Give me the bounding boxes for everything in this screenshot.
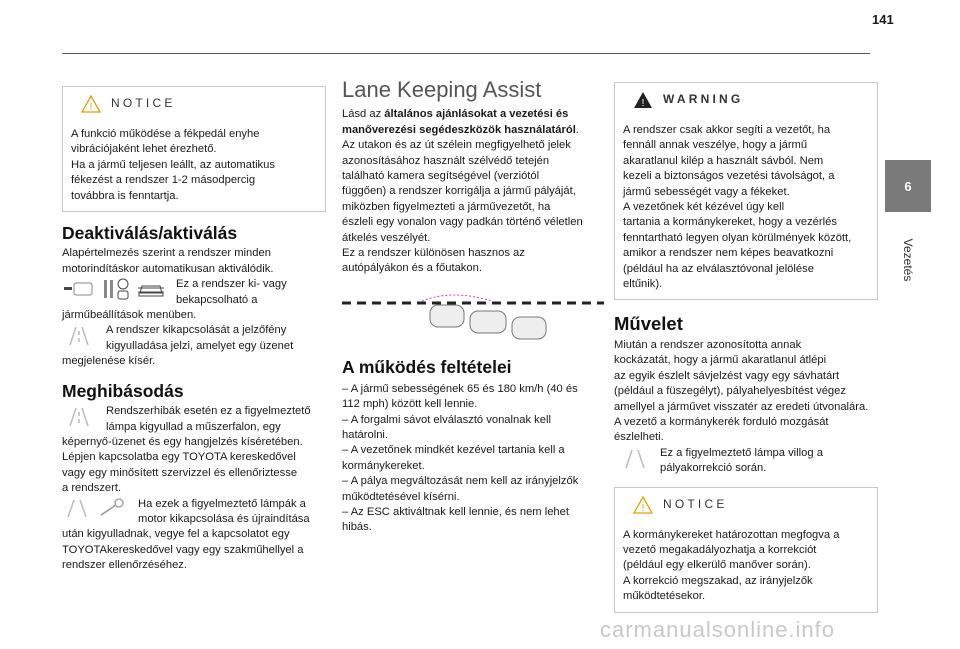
notice-header [81,91,317,117]
deactivation-title: Deaktiválás/aktiválás [62,223,238,244]
intro-line: függően) a rendszer korrigálja a jármű pályáját, [342,185,576,198]
header-rule [62,53,870,54]
hiba-icon-line: Rendszerhibák esetén ez a figyelmeztető [106,405,311,418]
notice-line: továbbra is fenntartja. [71,189,179,202]
intro-lead: Lásd az [342,108,385,121]
condition-line: hibás. [342,521,372,534]
conditions-title: A működés feltételei [342,357,512,378]
lane-warning-lamp-icon [62,323,96,347]
hiba-icon-row-2 [62,497,326,528]
warning-line: kezeli a biztonságos vezetési távolságot, a [623,170,835,183]
svg-text:!: ! [89,102,93,113]
hiba-line: vagy egy minősített szervizzel és ellenőriztesse [62,466,298,479]
condition-line: határolni. [342,428,389,441]
notice2-line: A korrekció megszakad, az irányjelzők [623,574,813,587]
warning-triangle-icon [633,91,653,109]
chapter-label-text: Vezetés [901,238,915,282]
notice2-line: (például egy elkerülő manőver során). [623,559,811,572]
svg-text:!: ! [641,502,645,514]
op-line: amellyel a járművet visszatér az eredeti útvonalára. [614,400,869,413]
fault-icons [62,497,132,519]
warning-triangle-icon [633,496,653,514]
column-1 [62,86,326,574]
condition-line: – A jármű sebességének 65 és 180 km/h (40 és [342,382,578,395]
deakt-icon-row-2 [62,323,326,354]
warning-header [633,87,869,113]
hiba-line: a rendszert. [62,482,122,495]
warning-line: eltűnik). [623,278,663,291]
intro-line: miközben figyelmezteti a járművezetőt, ha [342,200,551,213]
op-line: kockázatát, hogy a jármű akaratlanul átlépi [614,354,827,367]
watermark: carmanualsonline.info [600,617,836,642]
notice-line: Ha a jármű teljesen leállt, az automatikus [71,158,275,171]
intro-line: átkelés veszélyét. [342,231,431,244]
op-line: az egyik észlelt sávjelzést vagy egy sávhatárt [614,369,840,382]
warning-triangle-icon [81,95,101,113]
controls-icon [100,277,130,301]
deakt-icon2-text [106,323,293,354]
condition-line: – A forgalmi sávot elválasztó vonalnak kell [342,413,551,426]
hiba-line2: rendszer ellenőrzéséhez. [62,559,187,572]
op-icon-line: pályakorrekció során. [660,462,767,475]
notice-line: fékezést a rendszer 1-2 másodpercig [71,174,256,187]
condition-line: – A vezetőnek mindkét kezével tartania kell a [342,444,565,457]
condition-line: működtetésével kísérni. [342,490,460,503]
hiba-icon-line: lámpa kigyullad a műszerfalon, egy [106,420,281,433]
op-line: A vezető a kormánykerék forduló mozgását [614,415,829,428]
lane-lamp-icon [62,497,92,519]
notice2-line: vezető megakadályozhatja a korrekciót [623,543,817,556]
column-3 [614,82,878,613]
deakt-icon-row [62,277,326,308]
notice-header-2 [633,492,869,518]
warning-line: tartania a kormánykereket, hogy a vezérlés [623,216,837,229]
operation-text [614,338,878,446]
deakt-line: Alapértelmezés szerint a rendszer minden [62,247,271,260]
intro-line: autópályákon és a főutakon. [342,262,482,275]
hiba-icon2-text [138,497,310,528]
display-menu-icon [62,279,94,299]
notice-box-2 [614,487,878,613]
intro-line: Ez a rendszer különösen hasznos az [342,247,525,260]
notice-line: A funkció működése a fékpedál enyhe [71,128,260,140]
intro-line: észleli egy vonalon vagy padkán történő véletlen [342,216,583,229]
notice-label: NOTICE [111,96,176,111]
intro-line: azonosításához használt szélvédő tetején [342,154,550,167]
intro-line: található kamera segítségével (verziótól [342,170,540,183]
op-icon-line: Ez a figyelmeztető lámpa villog a [660,446,823,459]
chapter-tab[interactable]: 6 [885,160,931,212]
hiba-line: Lépjen kapcsolatba egy TOYOTA kereskedővel [62,451,296,464]
notice2-line: A kormánykereket határozottan megfogva a [623,528,840,541]
deakt-icon-line: bekapcsolható a [176,293,258,306]
condition-line: 112 mph) között kell lennie. [342,398,478,411]
deakt-line: motorindításkor automatikusan aktiválódik. [62,262,274,275]
warning-line: amikor a rendszer nem képes beavatkozni [623,247,834,260]
hiba-icon-row [62,404,326,435]
deakt-icon2-line: A rendszer kikapcsolását a jelzőfény [106,324,287,337]
op-line: észlelheti. [614,431,664,444]
conditions-list [342,382,604,536]
warning-line: jármű sebességét vagy a fékeket. [623,185,790,198]
deakt-after: járműbeállítások menüben. [62,309,197,322]
svg-text:!: ! [641,98,645,109]
chapter-label [896,220,920,300]
warning-label: WARNING [663,92,744,107]
lane-fault-lamp-icon [62,404,96,428]
hiba-icon-text [106,404,311,435]
warning-line: A rendszer csak akkor segíti a vezetőt, ha [623,124,831,136]
malfunction-title: Meghibásodás [62,380,184,401]
notice-line: vibrációjaként lehet érezhető. [71,143,217,156]
condition-line: kormánykereket. [342,459,425,472]
op-line: (például a füszegélyt), pályahelyesbítést végez [614,385,846,398]
column-2 [342,77,604,536]
car-icon [136,279,166,299]
intro-line: Az utakon és az út szélein megfigyelhető jelek [342,139,571,152]
settings-icons [62,277,170,301]
op-icon-row [620,446,878,477]
warning-line: akaratlanul kilép a használt sávból. Nem [623,154,824,167]
hiba-line: képernyő-üzenet és egy hangjelzés kíséretében. [62,435,303,448]
warning-line: (például ha az elválasztóvonal jelölése [623,262,814,275]
warning-line: fenntartható legyen olyan körülmények között, [623,231,852,244]
condition-line: – A pálya megváltozását nem kell az irányjelzők [342,475,579,488]
hiba-icon2-line: Ha ezek a figyelmeztető lámpák a [138,497,306,510]
intro-end: . [575,123,579,136]
operation-title: Művelet [614,313,683,335]
notice-label-2: NOTICE [663,496,728,511]
op-line: Miután a rendszer azonosította annak [614,338,802,351]
wrench-icon [98,497,126,519]
op-icon-text [660,446,823,477]
lane-keeping-illustration [342,287,604,343]
deakt-icon-text [176,277,287,308]
lane-keeping-title: Lane Keeping Assist [342,77,542,102]
condition-line: – Az ESC aktiváltnak kell lennie, és nem lehet [342,505,569,518]
deakt-after2: megjelenése kísér. [62,355,156,368]
hiba-icon2-line: motor kikapcsolása és újraindítása [138,512,310,525]
page-number: 141 [872,12,894,27]
notice-box [62,86,326,212]
lane-correction-lamp-icon [620,446,650,470]
deakt-icon-line: Ez a rendszer ki- vagy [176,278,287,291]
intro-bold: általános ajánlásokat a vezetési és manőverezési segédeszközök használatáról [342,108,576,136]
hiba-line2: TOYOTAkereskedővel vagy egy szakműhellyel a [62,543,304,556]
intro-paragraph [342,107,604,138]
notice2-line: működtetésekor. [623,590,706,603]
hiba-line2: után kigyulladnak, vegye fel a kapcsolatot egy [62,528,290,541]
deakt-icon2-line: kigyulladása jelzi, amelyet egy üzenet [106,339,294,352]
warning-line: fennáll annak veszélye, hogy a jármű [623,139,808,152]
warning-line: A vezetőnek két kézével úgy kell [623,201,785,214]
warning-box [614,82,878,300]
